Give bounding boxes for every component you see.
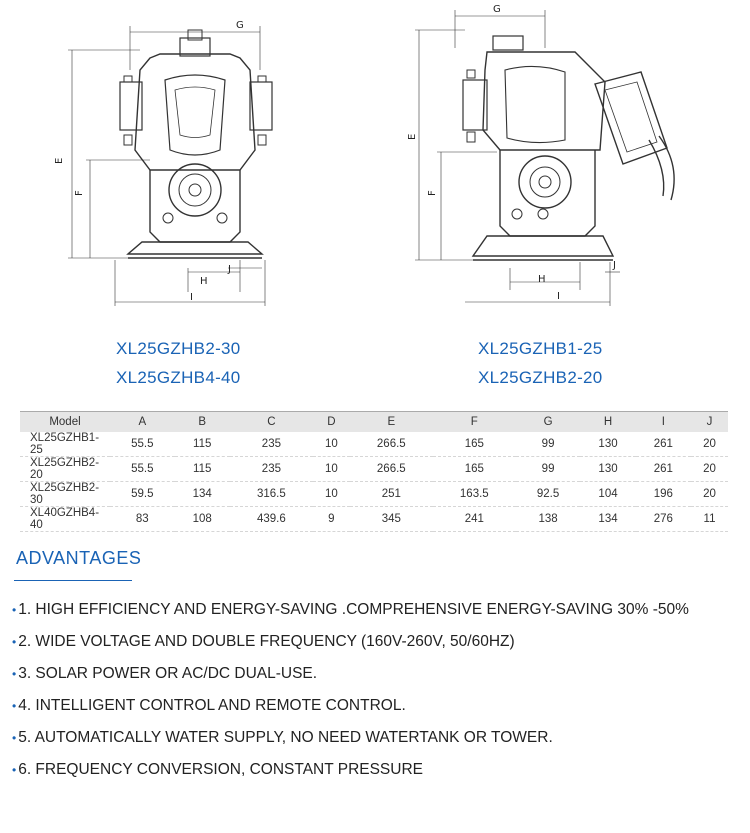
- list-item: [12, 598, 689, 630]
- table-cell: 261: [636, 432, 691, 457]
- left-pump-drawing: [50, 10, 290, 310]
- table-cell: XL25GZHB1-25: [20, 432, 110, 457]
- table-cell: 163.5: [433, 482, 516, 507]
- table-cell: 134: [175, 482, 230, 507]
- col-header: Model: [20, 412, 110, 433]
- col-header: C: [230, 412, 313, 433]
- left-model-2: XL25GZHB4-40: [116, 368, 241, 387]
- table-cell: 130: [580, 457, 635, 482]
- left-model-1: XL25GZHB2-30: [116, 339, 241, 358]
- bullet-icon: •: [12, 635, 17, 649]
- right-dim-g: G: [493, 4, 501, 15]
- right-pump-drawing: [405, 0, 705, 310]
- col-header: E: [350, 412, 433, 433]
- table-cell: 115: [175, 457, 230, 482]
- table-cell: 10: [313, 482, 350, 507]
- table-header-row: [20, 412, 728, 433]
- col-header: H: [580, 412, 635, 433]
- table-cell: 55.5: [110, 457, 175, 482]
- table-row: [20, 457, 728, 482]
- col-header: B: [175, 412, 230, 433]
- right-dim-j: J: [613, 260, 616, 271]
- advantage-text: 2. WIDE VOLTAGE AND DOUBLE FREQUENCY (160V-260V, 50/60HZ): [18, 633, 515, 650]
- table-row: [20, 432, 728, 457]
- table-cell: 165: [433, 457, 516, 482]
- table-cell: 266.5: [350, 457, 433, 482]
- table-cell: 266.5: [350, 432, 433, 457]
- table-cell: 138: [516, 507, 581, 532]
- table-cell: 99: [516, 432, 581, 457]
- table-cell: 9: [313, 507, 350, 532]
- advantages-list: [12, 598, 689, 790]
- col-header: G: [516, 412, 581, 433]
- table-row: [20, 507, 728, 532]
- left-dim-j: J: [228, 264, 231, 275]
- left-dim-i: I: [190, 292, 193, 303]
- table-cell: XL25GZHB2-20: [20, 457, 110, 482]
- col-header: F: [433, 412, 516, 433]
- table-row: [20, 482, 728, 507]
- col-header: J: [691, 412, 728, 433]
- table-cell: 104: [580, 482, 635, 507]
- col-header: I: [636, 412, 691, 433]
- table-cell: 439.6: [230, 507, 313, 532]
- left-dim-e: E: [54, 157, 65, 164]
- advantages-underline: [14, 580, 132, 581]
- table-cell: 10: [313, 457, 350, 482]
- table-cell: 20: [691, 457, 728, 482]
- bullet-icon: •: [12, 731, 17, 745]
- right-dim-i: I: [557, 291, 560, 302]
- table-cell: 11: [691, 507, 728, 532]
- table-cell: 235: [230, 457, 313, 482]
- right-dim-f: F: [427, 190, 438, 196]
- bullet-icon: •: [12, 603, 17, 617]
- right-dim-h: H: [538, 274, 546, 285]
- advantage-text: 4. INTELLIGENT CONTROL AND REMOTE CONTROL.: [18, 697, 406, 714]
- table-cell: 316.5: [230, 482, 313, 507]
- table-cell: 83: [110, 507, 175, 532]
- table-cell: 20: [691, 482, 728, 507]
- advantage-text: 5. AUTOMATICALLY WATER SUPPLY, NO NEED WATERTANK OR TOWER.: [18, 729, 553, 746]
- table-cell: XL40GZHB4-40: [20, 507, 110, 532]
- advantages-title: ADVANTAGES: [16, 548, 142, 568]
- table-cell: 241: [433, 507, 516, 532]
- left-dim-g: G: [236, 20, 244, 31]
- table-cell: XL25GZHB2-30: [20, 482, 110, 507]
- right-model-2: XL25GZHB2-20: [478, 368, 603, 387]
- table-cell: 261: [636, 457, 691, 482]
- col-header: A: [110, 412, 175, 433]
- table-cell: 345: [350, 507, 433, 532]
- left-dim-f: F: [74, 190, 85, 196]
- table-cell: 55.5: [110, 432, 175, 457]
- left-dim-h: H: [200, 276, 208, 287]
- advantage-text: 6. FREQUENCY CONVERSION, CONSTANT PRESSURE: [18, 761, 423, 778]
- table-cell: 108: [175, 507, 230, 532]
- list-item: [12, 662, 689, 694]
- list-item: [12, 758, 689, 790]
- table-cell: 130: [580, 432, 635, 457]
- advantage-text: 3. SOLAR POWER OR AC/DC DUAL-USE.: [18, 665, 318, 682]
- spec-table: [20, 411, 728, 532]
- col-header: D: [313, 412, 350, 433]
- table-cell: 115: [175, 432, 230, 457]
- table-cell: 20: [691, 432, 728, 457]
- table-cell: 196: [636, 482, 691, 507]
- bullet-icon: •: [12, 667, 17, 681]
- table-cell: 99: [516, 457, 581, 482]
- right-model-labels: [478, 334, 603, 392]
- table-cell: 92.5: [516, 482, 581, 507]
- left-model-labels: [116, 334, 241, 392]
- list-item: [12, 630, 689, 662]
- table-cell: 235: [230, 432, 313, 457]
- right-model-1: XL25GZHB1-25: [478, 339, 603, 358]
- list-item: [12, 694, 689, 726]
- table-cell: 251: [350, 482, 433, 507]
- table-cell: 165: [433, 432, 516, 457]
- bullet-icon: •: [12, 763, 17, 777]
- advantage-text: 1. HIGH EFFICIENCY AND ENERGY-SAVING .COMPREHENSIVE ENERGY-SAVING 30% -50%: [18, 601, 689, 618]
- right-dim-e: E: [407, 133, 418, 140]
- table-cell: 59.5: [110, 482, 175, 507]
- table-cell: 276: [636, 507, 691, 532]
- bullet-icon: •: [12, 699, 17, 713]
- table-cell: 10: [313, 432, 350, 457]
- table-cell: 134: [580, 507, 635, 532]
- list-item: [12, 726, 689, 758]
